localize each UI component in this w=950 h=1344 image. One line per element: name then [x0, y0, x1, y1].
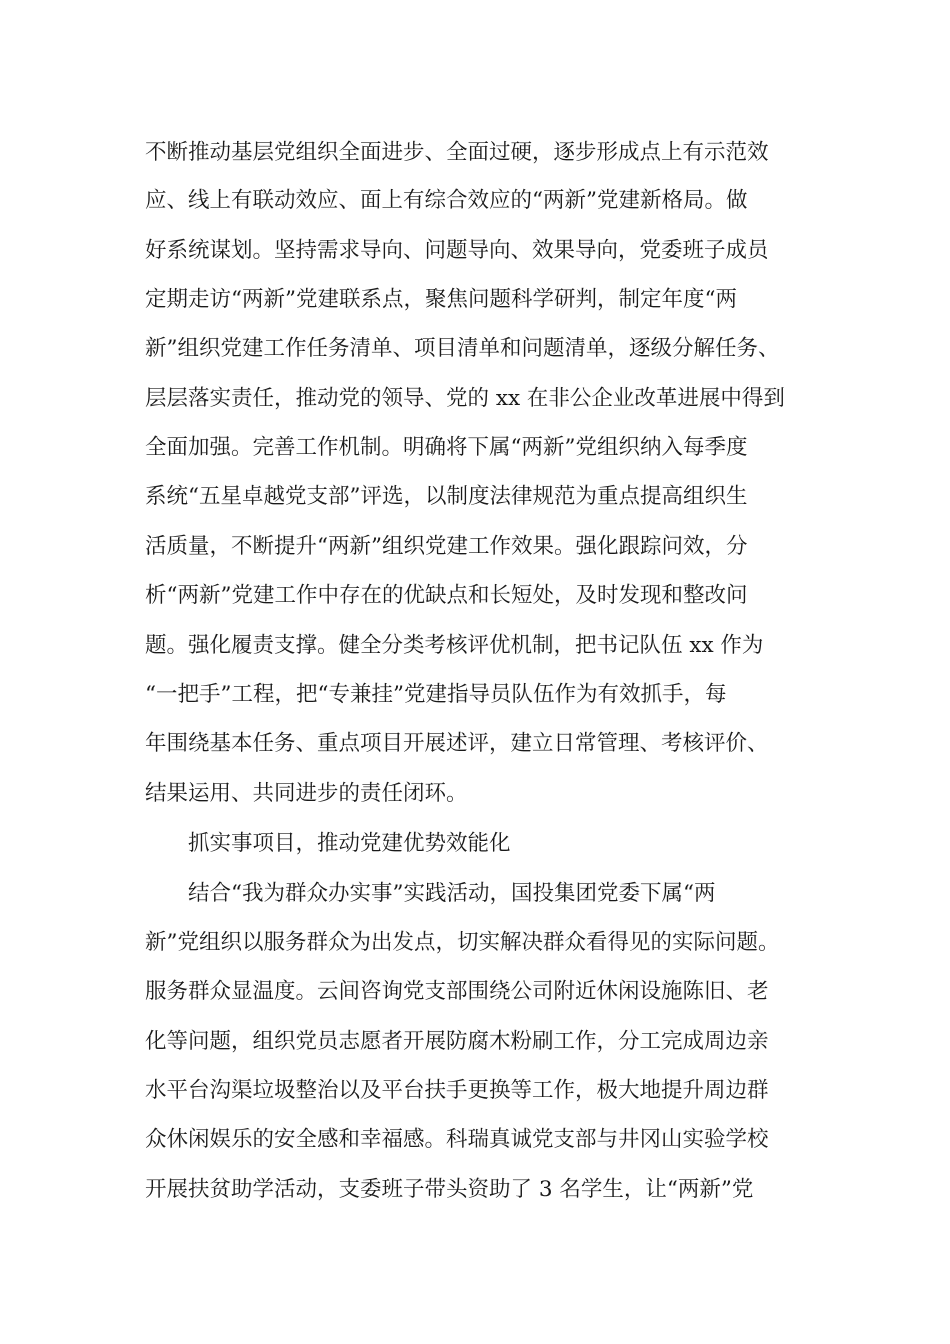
paragraph-line: 系统“五星卓越党支部”评选，以制度法律规范为重点提高组织生	[145, 484, 748, 509]
paragraph-line: 年围绕基本任务、重点项目开展述评，建立日常管理、考核评价、	[145, 731, 769, 756]
paragraph-line: 题。强化履责支撑。健全分类考核评优机制，把书记队伍 xx 作为	[145, 633, 764, 658]
paragraph-line: 应、线上有联动效应、面上有综合效应的“两新”党建新格局。做	[145, 188, 748, 213]
paragraph-line: 层层落实责任，推动党的领导、党的 xx 在非公企业改革进展中得到	[145, 386, 785, 411]
paragraph-line: 结果运用、共同进步的责任闭环。	[145, 781, 468, 806]
paragraph-line: 好系统谋划。坚持需求导向、问题导向、效果导向，党委班子成员	[145, 238, 769, 263]
section-heading: 抓实事项目，推动党建优势效能化	[188, 831, 511, 856]
paragraph-line: 结合“我为群众办实事”实践活动，国投集团党委下属“两	[188, 881, 716, 906]
paragraph-line: “一把手”工程，把“专兼挂”党建指导员队伍作为有效抓手，每	[145, 682, 727, 707]
paragraph-line: 全面加强。完善工作机制。明确将下属“两新”党组织纳入每季度	[145, 435, 748, 460]
paragraph-line: 众休闲娱乐的安全感和幸福感。科瑞真诚党支部与井冈山实验学校	[145, 1127, 769, 1152]
paragraph-line: 开展扶贫助学活动，支委班子带头资助了 3 名学生，让“两新”党	[145, 1177, 754, 1202]
paragraph-line: 新”组织党建工作任务清单、项目清单和问题清单，逐级分解任务、	[145, 336, 780, 361]
paragraph-line: 活质量，不断提升“两新”组织党建工作效果。强化跟踪问效，分	[145, 534, 748, 559]
paragraph-line: 析“两新”党建工作中存在的优缺点和长短处，及时发现和整改问	[145, 583, 748, 608]
paragraph-line: 不断推动基层党组织全面进步、全面过硬，逐步形成点上有示范效	[145, 140, 769, 165]
paragraph-line: 水平台沟渠垃圾整治以及平台扶手更换等工作，极大地提升周边群	[145, 1078, 769, 1103]
paragraph-line: 定期走访“两新”党建联系点，聚焦问题科学研判，制定年度“两	[145, 287, 737, 312]
paragraph-line: 服务群众显温度。云间咨询党支部围绕公司附近休闲设施陈旧、老	[145, 979, 769, 1004]
paragraph-line: 新”党组织以服务群众为出发点，切实解决群众看得见的实际问题。	[145, 930, 780, 955]
paragraph-line: 化等问题，组织党员志愿者开展防腐木粉刷工作，分工完成周边亲	[145, 1029, 769, 1054]
